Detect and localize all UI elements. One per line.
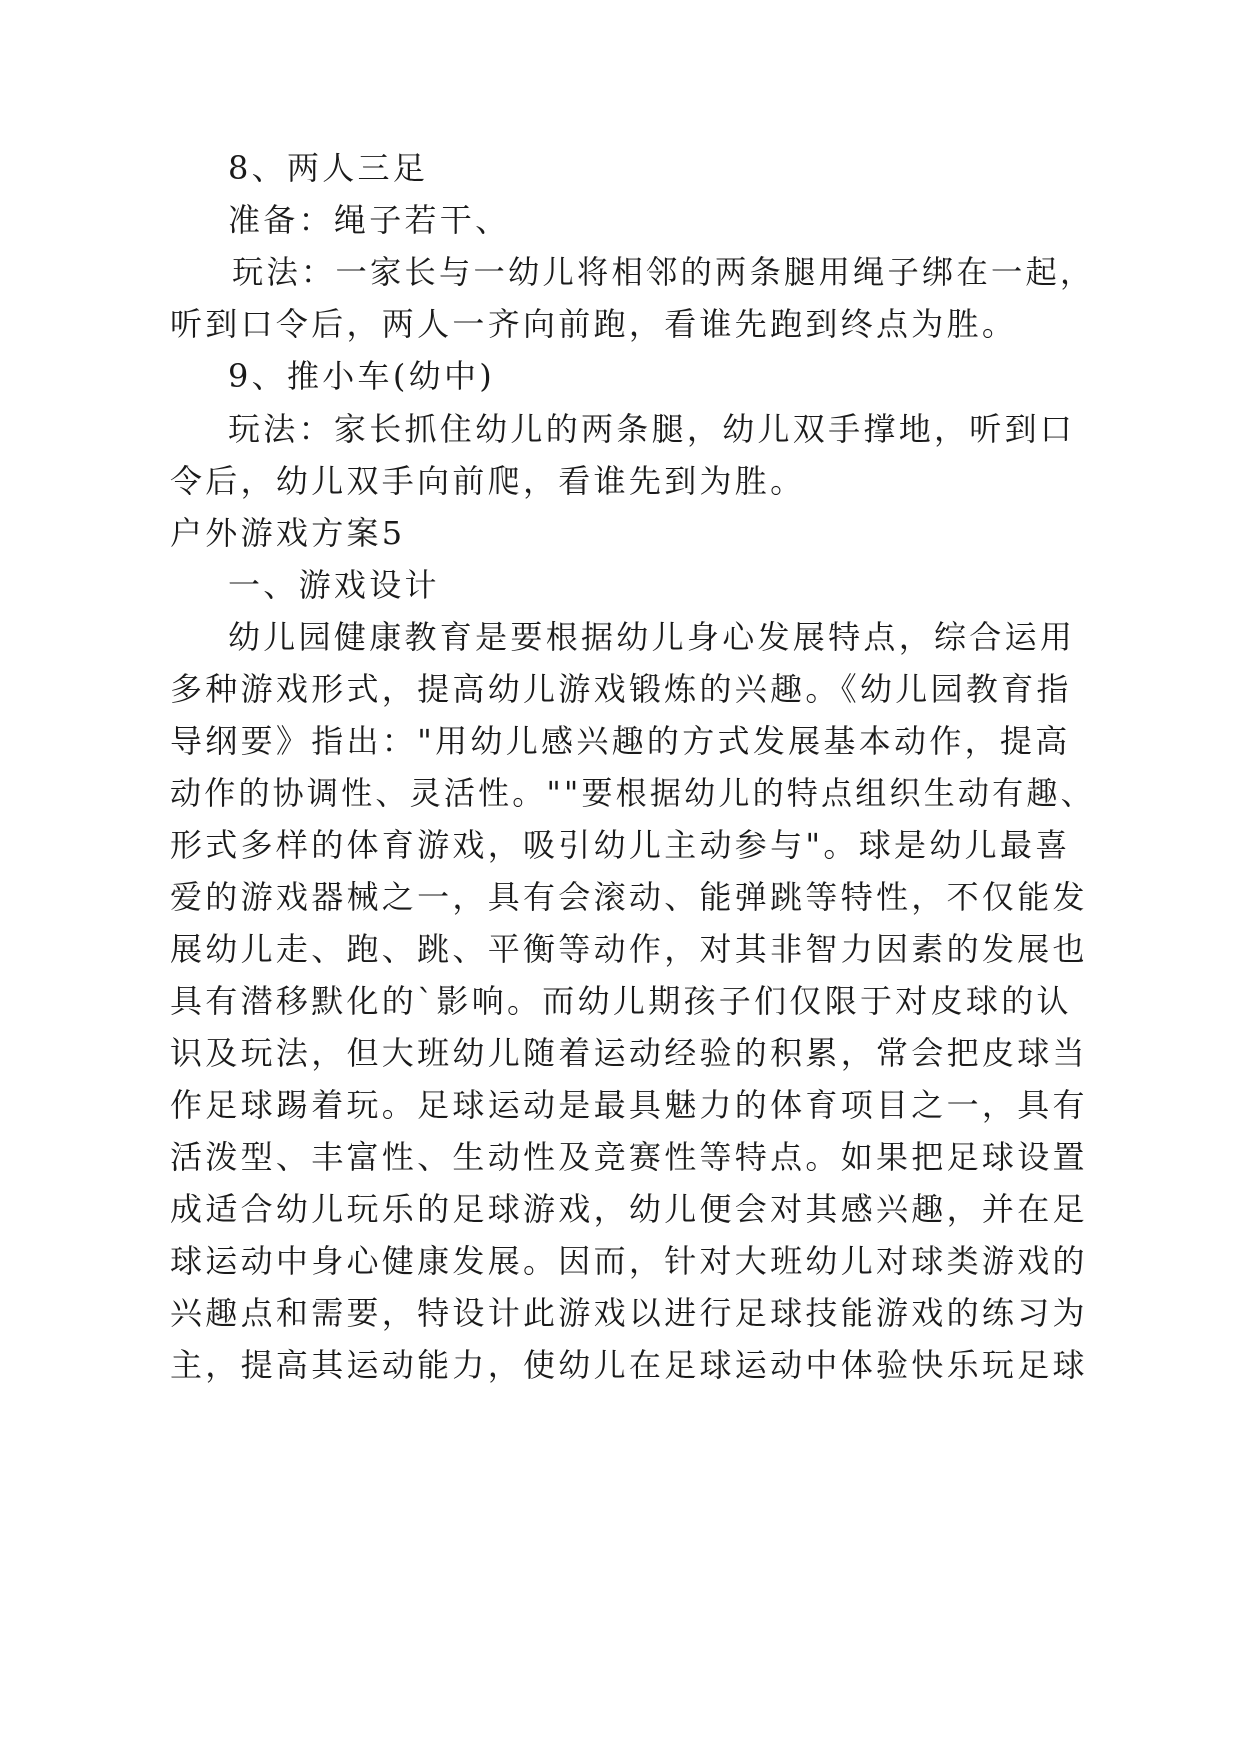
paragraph-line: 具有潜移默化的`影响。而幼儿期孩子们仅限于对皮球的认	[170, 982, 1072, 1020]
paragraph-line: 玩法：一家长与一幼儿将相邻的两条腿用绳子绑在一起，	[232, 253, 1095, 291]
paragraph-line: 兴趣点和需要，特设计此游戏以进行足球技能游戏的练习为	[170, 1294, 1088, 1332]
paragraph-line: 爱的游戏器械之一，具有会滚动、能弹跳等特性，不仅能发	[170, 878, 1088, 916]
paragraph-line: 成适合幼儿玩乐的足球游戏，幼儿便会对其感兴趣，并在足	[170, 1190, 1088, 1228]
paragraph-line: 准备：绳子若干、	[228, 201, 511, 239]
paragraph-line: 玩法：家长抓住幼儿的两条腿，幼儿双手撑地，听到口	[228, 410, 1076, 448]
paragraph-line: 多种游戏形式，提高幼儿游戏锻炼的兴趣。《幼儿园教育指	[170, 670, 1072, 708]
paragraph-line: 令后，幼儿双手向前爬，看谁先到为胜。	[170, 462, 806, 500]
paragraph-line: 主，提高其运动能力，使幼儿在足球运动中体验快乐玩足球	[170, 1346, 1088, 1384]
paragraph-line: 幼儿园健康教育是要根据幼儿身心发展特点，综合运用	[228, 618, 1076, 656]
paragraph-line: 动作的协调性、灵活性。""要根据幼儿的特点组织生动有趣、	[170, 774, 1095, 812]
section-heading-push-cart: 9、推小车(幼中)	[228, 357, 496, 395]
section-heading-two-people-three-legs: 8、两人三足	[228, 149, 429, 187]
paragraph-line: 听到口令后，两人一齐向前跑，看谁先跑到终点为胜。	[170, 305, 1018, 343]
paragraph-line: 展幼儿走、跑、跳、平衡等动作，对其非智力因素的发展也	[170, 930, 1088, 968]
paragraph-line: 识及玩法，但大班幼儿随着运动经验的积累，常会把皮球当	[170, 1034, 1088, 1072]
chapter-title: 户外游戏方案5	[170, 514, 406, 552]
paragraph-line: 活泼型、丰富性、生动性及竞赛性等特点。如果把足球设置	[170, 1138, 1088, 1176]
paragraph-line: 作足球踢着玩。足球运动是最具魅力的体育项目之一，具有	[170, 1086, 1088, 1124]
section-heading-game-design: 一、游戏设计	[228, 566, 440, 604]
paragraph-line: 导纲要》指出："用幼儿感兴趣的方式发展基本动作，提高	[170, 722, 1071, 760]
paragraph-line: 形式多样的体育游戏，吸引幼儿主动参与"。球是幼儿最喜	[170, 826, 1071, 864]
paragraph-line: 球运动中身心健康发展。因而，针对大班幼儿对球类游戏的	[170, 1242, 1088, 1280]
